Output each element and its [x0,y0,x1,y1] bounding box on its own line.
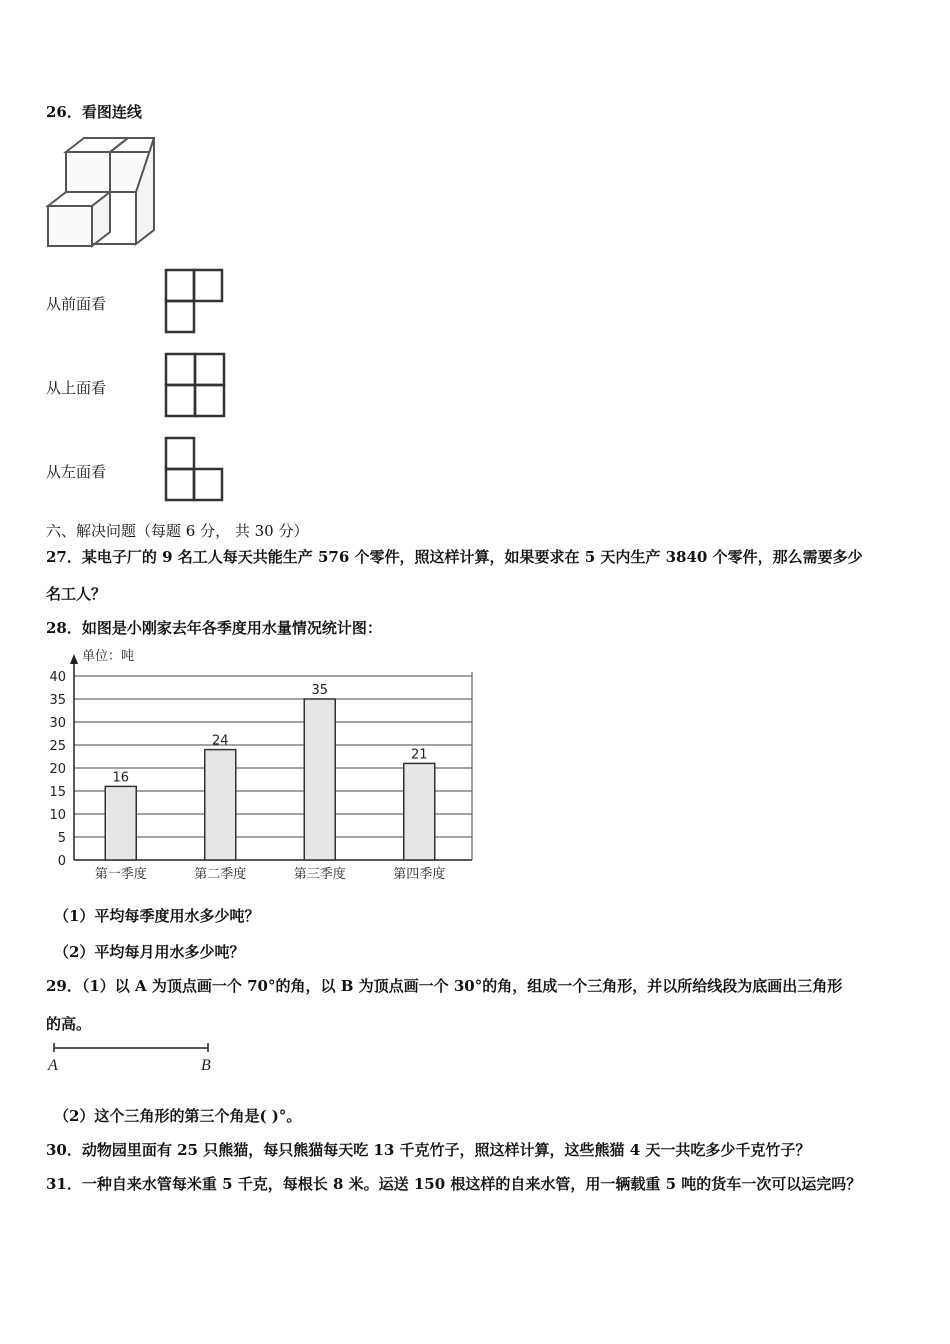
cube-stack-figure [44,136,160,252]
bar [304,699,335,860]
front-view-figure [164,268,224,334]
view-label-front: 从前面看 [46,295,107,313]
point-a-label: A [48,1057,58,1074]
q29-line1: 29．（1）以 A 为顶点画一个 70°的角，以 B 为顶点画一个 30°的角，组成一个三角形，并以所给线段为底画出三角形 [46,977,843,995]
y-tick-label: 0 [57,854,66,869]
y-tick-label: 25 [49,739,66,754]
category-label: 第二季度 [194,867,247,882]
bar-value-label: 21 [410,747,428,763]
y-tick-label: 35 [49,693,66,708]
left-view-figure [164,436,224,502]
bar [105,786,136,860]
y-tick-label: 15 [49,785,66,800]
q28-sub2: （2）平均每月用水多少吨？ [54,943,245,961]
bar-value-label: 35 [311,683,329,698]
q27-line1: 27．某电子厂的 9 名工人每天共能生产 576 个零件，照这样计算，如果要求在 5 天内生产 3840 个零件，那么需要多少 [46,548,863,566]
section-6-title: 六、解决问题（每题 6 分， 共 30 分） [46,522,309,540]
y-tick-label: 20 [49,762,66,777]
bar [205,750,236,860]
q30-text: 30．动物园里面有 25 只熊猫，每只熊猫每天吃 13 千克竹子，照这样计算，这些熊猫 4 天一共吃多少千克竹子？ [46,1141,811,1159]
q29-sub2: （2）这个三角形的第三个角是( )°。 [54,1107,302,1125]
q28-sub1: （1）平均每季度用水多少吨？ [54,907,260,925]
top-view-figure [164,352,226,418]
y-tick-label: 30 [49,716,66,731]
point-b-label: B [201,1057,211,1074]
category-label: 第三季度 [293,867,346,882]
bar-value-label: 16 [112,770,130,786]
y-tick-label: 5 [57,831,66,846]
y-axis-arrow [70,654,78,664]
q29-line2: 的高。 [46,1015,92,1033]
q28-title: 28．如图是小刚家去年各季度用水量情况统计图： [46,619,382,637]
segment-ab [46,1042,216,1076]
unit-label: 单位：吨 [82,649,135,664]
q26-title: 26．看图连线 [46,103,142,121]
q27-line2: 名工人？ [46,585,107,603]
bar [404,763,435,860]
category-label: 第四季度 [393,867,446,882]
water-usage-bar-chart [40,644,480,884]
view-label-top: 从上面看 [46,379,107,397]
y-tick-label: 40 [49,670,66,685]
q31-text: 31．一种自来水管每米重 5 千克，每根长 8 米。运送 150 根这样的自来水管，用一辆载重 5 吨的货车一次可以运完吗？ [46,1175,862,1193]
bar-value-label: 24 [211,733,229,749]
view-label-left: 从左面看 [46,463,107,481]
category-label: 第一季度 [94,867,147,882]
y-tick-label: 10 [49,808,66,823]
